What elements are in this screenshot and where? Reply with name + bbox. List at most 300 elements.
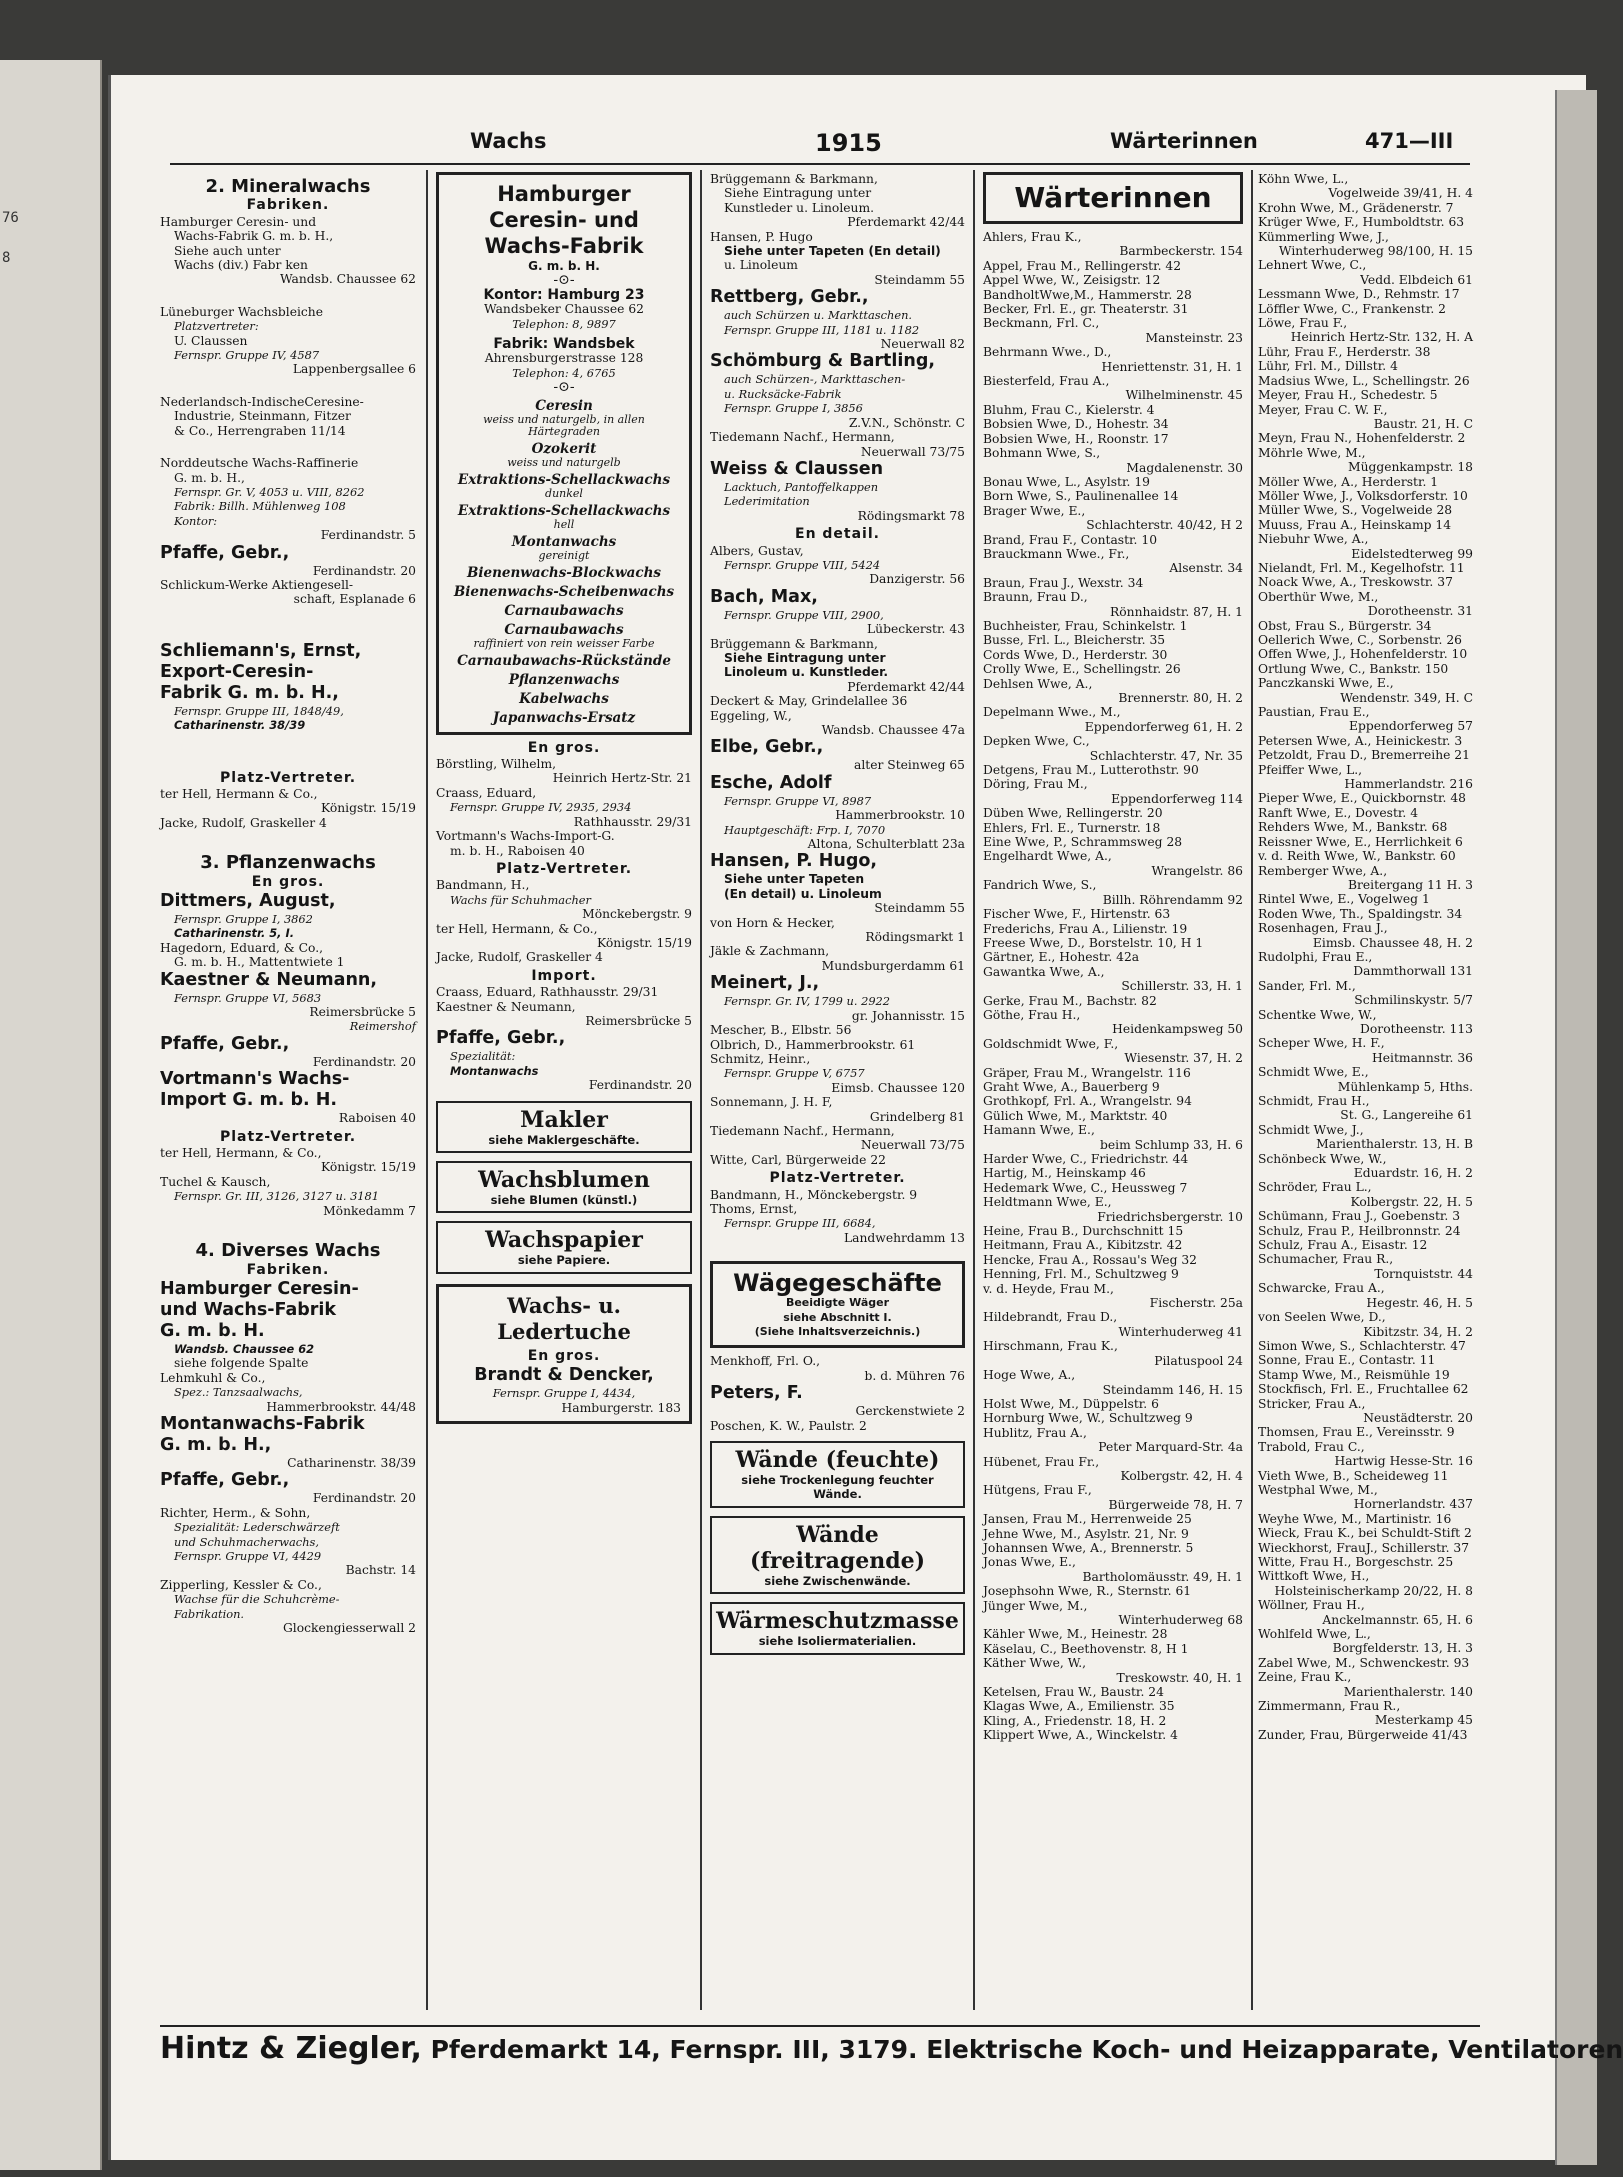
cross-reference-note: siehe Maklergeschäfte. <box>488 1132 640 1147</box>
ad-product-name: Carnaubawachs-Rückstände <box>457 652 671 669</box>
directory-entry: Königstr. 15/19 <box>320 1160 416 1175</box>
directory-entry: Steindamm 55 <box>874 272 965 287</box>
directory-entry: Fernspr. Gr. IV, 1799 u. 2922 <box>724 994 891 1009</box>
spacer <box>160 1218 416 1236</box>
directory-entry: Gerckenstwiete 2 <box>855 1404 965 1419</box>
column-3-entries <box>710 172 965 1245</box>
directory-entry: Schönbeck Wwe, W., <box>1258 1151 1387 1166</box>
cross-references <box>436 1101 692 1274</box>
header-left: Wachs <box>470 129 547 153</box>
directory-entry: Meinert, J., <box>710 973 820 994</box>
directory-entry: Montanwachs-Fabrik <box>160 1413 365 1434</box>
directory-entry: Ketelsen, Frau W., Baustr. 24 <box>983 1685 1164 1700</box>
directory-entry: Lehnert Wwe, C., <box>1258 258 1367 273</box>
directory-entry: Bobsien Wwe, D., Hohestr. 34 <box>983 417 1169 432</box>
ad-product-name: Ceresin <box>535 397 593 414</box>
cross-reference-title: Wände (freitragende) <box>750 1521 925 1574</box>
directory-entry: Catharinenstr. 5, I. <box>174 926 295 941</box>
directory-entry: Weyhe Wwe, M., Martinistr. 16 <box>1258 1511 1452 1526</box>
directory-entry: Brager Wwe, E., <box>983 503 1086 518</box>
directory-entry: Wachs (div.) Fabr ken <box>174 258 308 273</box>
subheading: En detail. <box>795 526 880 543</box>
directory-entry: Appel Wwe, W., Zeisigstr. 12 <box>983 273 1161 288</box>
directory-entry: Kolbergstr. 42, H. 4 <box>1120 1468 1243 1483</box>
directory-entry: siehe folgende Spalte <box>174 1356 309 1371</box>
directory-entry: Montanwachs <box>450 1063 539 1078</box>
ad-product-list <box>447 399 681 726</box>
directory-entry: Peter Marquard-Str. 4a <box>1098 1440 1243 1455</box>
directory-entry: Craass, Eduard, Rathhausstr. 29/31 <box>436 985 659 1000</box>
directory-entry: Spezialität: <box>450 1049 516 1064</box>
directory-entry: Holst Wwe, M., Düppelstr. 6 <box>983 1396 1159 1411</box>
directory-entry: Vieth Wwe, B., Scheideweg 11 <box>1258 1468 1449 1483</box>
directory-entry: Vortmann's Wachs- <box>160 1069 350 1090</box>
directory-entry: Peters, F. <box>710 1383 803 1404</box>
directory-entry: Heinrich Hertz-Str. 132, H. A <box>1290 330 1473 345</box>
directory-entry: Tiedemann Nachf., Hermann, <box>710 1123 895 1138</box>
directory-entry: ter Hell, Hermann & Co., <box>160 786 318 801</box>
ad-product-desc: weiss und naturgelb <box>507 455 621 469</box>
directory-entry: Heidenkampsweg 50 <box>1112 1022 1243 1037</box>
directory-entry: Schentke Wwe, W., <box>1258 1007 1377 1022</box>
directory-entry: Elbe, Gebr., <box>710 737 824 758</box>
directory-entry: Pfeiffer Wwe, L., <box>1258 762 1363 777</box>
column-3b-entries <box>710 1354 965 1433</box>
directory-entry: Eppendorferweg 61, H. 2 <box>1084 719 1243 734</box>
directory-entry: Jünger Wwe, M., <box>983 1598 1088 1613</box>
directory-entry: Fabrikation. <box>174 1606 245 1621</box>
directory-entry: Henriettenstr. 31, H. 1 <box>1101 359 1243 374</box>
directory-entry: Hublitz, Frau A., <box>983 1425 1087 1440</box>
directory-entry: Fernspr. Gr. V, 4053 u. VIII, 8262 <box>174 484 365 499</box>
directory-entry: Hammerbrookstr. 10 <box>835 808 965 823</box>
directory-entry: Schulz, Frau P., Heilbronnstr. 24 <box>1258 1223 1461 1238</box>
directory-entry: Krohn Wwe, M., Grädenerstr. 7 <box>1258 200 1454 215</box>
directory-entry: Reimershof <box>349 1019 416 1034</box>
directory-entry: Mönckebergstr. 9 <box>582 907 692 922</box>
directory-entry: Schmitz, Heinr., <box>710 1051 811 1066</box>
directory-entry: Noack Wwe, A., Treskowstr. 37 <box>1258 575 1453 590</box>
subheading: Fabriken. <box>246 197 330 214</box>
prev-page-fragment: 8 <box>2 250 11 266</box>
directory-entry: Jehne Wwe, M., Asylstr. 21, Nr. 9 <box>983 1526 1189 1541</box>
ad-box-waegegeschaefte <box>710 1261 965 1348</box>
subheading: Platz-Vertreter. <box>219 769 357 786</box>
directory-entry: und Wachs-Fabrik <box>160 1299 337 1320</box>
ad-product-name: Kabelwachs <box>519 690 609 707</box>
column-4 <box>983 172 1243 2010</box>
directory-entry: Catharinenstr. 38/39 <box>287 1455 416 1470</box>
directory-entry: Grindelberg 81 <box>869 1109 965 1124</box>
directory-entry: Brennerstr. 80, H. 2 <box>1118 691 1243 705</box>
ad-product-name: Japanwachs-Ersatz <box>492 709 636 726</box>
directory-entry: Wachs für Schuhmacher <box>450 892 591 907</box>
directory-entry: v. d. Reith Wwe, W., Bankstr. 60 <box>1258 849 1456 864</box>
spacer <box>160 287 416 305</box>
column-3 <box>710 172 965 2010</box>
directory-entry: Braunn, Frau D., <box>983 590 1088 605</box>
cross-references <box>710 1441 965 1655</box>
directory-entry: Freese Wwe, D., Borstelstr. 10, H 1 <box>983 935 1204 950</box>
directory-entry: Cords Wwe, D., Herderstr. 30 <box>983 647 1168 662</box>
directory-entry: Graht Wwe, A., Bauerberg 9 <box>983 1079 1160 1094</box>
cross-reference-box <box>436 1101 692 1153</box>
directory-entry: Kaestner & Neumann, <box>160 969 378 990</box>
directory-entry: Wandsb. Chaussee 62 <box>174 1341 315 1356</box>
footer-text: Pferdemarkt 14, Fernspr. III, 3179. Elektrische Koch- und Heizapparate, Ventilatoren <box>430 2035 1623 2064</box>
directory-entry: Offen Wwe, J., Hohenfelderstr. 10 <box>1258 647 1468 662</box>
directory-entry: Bürgerweide 78, H. 7 <box>1108 1497 1243 1512</box>
directory-entry: Rönnhaidstr. 87, H. 1 <box>1110 604 1243 619</box>
directory-entry: Goldschmidt Wwe, F., <box>983 1036 1119 1051</box>
directory-entry: Brand, Frau F., Contastr. 10 <box>983 532 1158 547</box>
directory-entry: Schümann, Frau J., Goebenstr. 3 <box>1258 1209 1461 1224</box>
directory-entry: Düben Wwe, Rellingerstr. 20 <box>983 806 1163 821</box>
subheading: En gros. <box>527 739 601 756</box>
directory-entry: ter Hell, Hermann, & Co., <box>436 921 598 936</box>
directory-entry: Hegestr. 46, H. 5 <box>1366 1295 1473 1310</box>
directory-entry: Jacke, Rudolf, Graskeller 4 <box>436 950 603 965</box>
directory-entry: Pilatuspool 24 <box>1154 1353 1243 1368</box>
directory-entry: Winterhuderweg 68 <box>1118 1613 1243 1627</box>
directory-entry: Fernspr. Gruppe VIII, 2900, <box>724 607 884 622</box>
directory-entry: Rehders Wwe, M., Bankstr. 68 <box>1258 820 1448 835</box>
directory-entry: Spezialität: Lederschwärzeft <box>174 1520 340 1535</box>
directory-entry: Hauptgeschäft: Frp. I, 7070 <box>724 822 886 837</box>
directory-entry: Dittmers, August, <box>160 891 336 911</box>
directory-entry: Wachs-Fabrik G. m. b. H., <box>174 229 334 244</box>
directory-entry: Schröder, Frau L., <box>1258 1180 1372 1195</box>
directory-entry: Roden Wwe, Th., Spaldingstr. 34 <box>1258 906 1463 921</box>
directory-entry: Frederichs, Frau A., Lilienstr. 19 <box>983 921 1188 936</box>
directory-entry: Schliemann's, Ernst, <box>160 640 362 661</box>
directory-entry: Königstr. 15/19 <box>320 801 416 816</box>
directory-entry: Neuerwall 73/75 <box>860 444 965 459</box>
directory-entry: Pfaffe, Gebr., <box>160 542 290 563</box>
directory-entry: Hildebrandt, Frau D., <box>983 1310 1118 1325</box>
ad-fabrik: Fabrik: Wandsbek <box>493 336 635 353</box>
directory-entry: Steindamm 55 <box>874 901 965 916</box>
directory-entry: Lederimitation <box>724 494 810 509</box>
directory-entry: Linoleum u. Kunstleder. <box>724 665 889 680</box>
directory-entry: Bobsien Wwe, H., Roonstr. 17 <box>983 431 1169 446</box>
directory-entry: Pfaffe, Gebr., <box>436 1028 566 1049</box>
directory-entry: Thomsen, Frau E., Vereinsstr. 9 <box>1258 1425 1455 1440</box>
directory-entry: Wieckhorst, FrauJ., Schillerstr. 37 <box>1258 1540 1470 1555</box>
directory-entry: Eine Wwe, P., Schrammsweg 28 <box>983 835 1183 850</box>
directory-entry: Hansen, P. Hugo, <box>710 851 878 872</box>
ad-product-desc: hell <box>553 517 575 531</box>
directory-entry: Hartwig Hesse-Str. 16 <box>1334 1454 1473 1469</box>
directory-entry: Heinrich Hertz-Str. 21 <box>552 771 692 786</box>
directory-entry: Bartholomäusstr. 49, H. 1 <box>1082 1569 1243 1584</box>
directory-entry: Kaestner & Neumann, <box>436 999 576 1014</box>
page-number: 471—III <box>1365 129 1454 153</box>
column-1 <box>160 172 416 2010</box>
directory-entry: Obst, Frau S., Bürgerstr. 34 <box>1258 618 1432 633</box>
directory-entry: Witte, Carl, Bürgerweide 22 <box>710 1152 887 1167</box>
spacer <box>160 377 416 395</box>
directory-entry: Bandmann, H., <box>436 878 530 893</box>
directory-entry: Krüger Wwe, F., Humboldtstr. 63 <box>1258 215 1465 230</box>
directory-entry: Fernspr. Gruppe V, 6757 <box>724 1066 865 1081</box>
cross-reference-note: siehe Trockenlegung feuchter Wände. <box>741 1473 934 1502</box>
directory-entry: Vedd. Elbdeich 61 <box>1360 272 1473 287</box>
directory-entry: m. b. H., Raboisen 40 <box>450 843 585 858</box>
directory-entry: Hagedorn, Eduard, & Co., <box>160 940 324 955</box>
directory-entry: Friedrichsbergerstr. 10 <box>1097 1209 1243 1224</box>
directory-entry: Neuerwall 82 <box>880 337 965 352</box>
directory-entry: Eppendorferweg 57 <box>1348 719 1473 734</box>
directory-entry: Fischerstr. 25a <box>1149 1296 1243 1311</box>
directory-entry: Fernspr. Gruppe I, 3856 <box>724 401 863 416</box>
directory-entry: Baustr. 21, H. C <box>1373 416 1473 431</box>
directory-entry: Reimersbrücke 5 <box>309 1005 416 1020</box>
ad-product-desc: gereinigt <box>538 548 590 562</box>
directory-entry: Fernspr. Gruppe VIII, 5424 <box>724 557 881 572</box>
directory-entry: Fernspr. Gruppe III, 1848/49, <box>174 703 344 718</box>
directory-entry: Craass, Eduard, <box>436 785 537 800</box>
directory-entry: b. d. Mühren 76 <box>864 1368 965 1383</box>
directory-entry: Kibitzstr. 34, H. 2 <box>1363 1324 1473 1339</box>
directory-entry: Käselau, C., Beethovenstr. 8, H 1 <box>983 1641 1189 1656</box>
directory-entry: Ortlung Wwe, C., Bankstr. 150 <box>1258 661 1449 676</box>
directory-entry: Busse, Frl. L., Bleicherstr. 35 <box>983 633 1166 648</box>
directory-entry: ter Hell, Hermann, & Co., <box>160 1146 322 1161</box>
directory-entry: Thoms, Ernst, <box>710 1201 798 1216</box>
directory-entry: Beckmann, Frl. C., <box>983 316 1100 331</box>
directory-entry: Hornerlandstr. 437 <box>1353 1497 1473 1512</box>
directory-entry: Zipperling, Kessler & Co., <box>160 1577 322 1592</box>
directory-entry: Madsius Wwe, L., Schellingstr. 26 <box>1258 373 1470 388</box>
cross-reference-box <box>436 1221 692 1273</box>
directory-entry: Olbrich, D., Hammerbrookstr. 61 <box>710 1037 916 1052</box>
directory-entry: Reissner Wwe, E., Herrlichkeit 6 <box>1258 834 1463 849</box>
directory-entry: Sander, Frl. M., <box>1258 978 1356 993</box>
prev-page-fragment: 76 <box>2 210 19 226</box>
directory-entry: G. m. b. H., Mattentwiete 1 <box>174 955 345 970</box>
directory-entry: auch Schürzen-, Markttaschen- <box>724 372 906 387</box>
directory-entry: Möller Wwe, A., Herderstr. 1 <box>1258 474 1439 489</box>
cross-reference-note: siehe Zwischenwände. <box>764 1573 911 1588</box>
directory-entry: Johannsen Wwe, A., Brennerstr. 5 <box>983 1540 1194 1555</box>
directory-entry: Schmidt, Frau H., <box>1258 1094 1370 1108</box>
ad-box-hamburger-ceresin <box>436 172 692 735</box>
directory-entry: alter Steinweg 65 <box>854 758 965 773</box>
column-rule <box>426 170 428 2010</box>
directory-entry: Import G. m. b. H. <box>160 1090 338 1111</box>
directory-entry: beim Schlump 33, H. 6 <box>1099 1137 1243 1152</box>
directory-entry: gr. Johannisstr. 15 <box>851 1008 965 1023</box>
directory-entry: Klagas Wwe, A., Emilienstr. 35 <box>983 1699 1175 1714</box>
ad-fabrik-tel: Telephon: 4, 6765 <box>512 365 616 380</box>
directory-entry: Pfaffe, Gebr., <box>160 1033 290 1054</box>
directory-entry: Hirschmann, Frau K., <box>983 1339 1118 1354</box>
directory-entry: Export-Ceresin- <box>160 661 314 682</box>
directory-entry: Gülich Wwe, M., Marktstr. 40 <box>983 1108 1168 1123</box>
spacer <box>160 607 416 641</box>
ad-fabrik-addr: Ahrensburgerstrasse 128 <box>484 351 644 366</box>
directory-entry: Wohlfeld Wwe, L., <box>1258 1627 1371 1642</box>
directory-entry: Trabold, Frau C., <box>1258 1439 1365 1454</box>
directory-entry: Wandsb. Chaussee 47a <box>821 723 965 737</box>
directory-entry: Lühr, Frau F., Herderstr. 38 <box>1258 344 1431 359</box>
directory-entry: Schillerstr. 33, H. 1 <box>1121 979 1243 994</box>
cross-reference-box <box>710 1441 965 1508</box>
directory-entry: Pfaffe, Gebr., <box>160 1470 290 1491</box>
directory-entry: Ferdinandstr. 20 <box>312 1054 416 1069</box>
cross-reference-note: siehe Isoliermaterialien. <box>758 1634 917 1649</box>
directory-entry: Bonau Wwe, L., Asylstr. 19 <box>983 474 1150 489</box>
directory-entry: Siehe unter Tapeten (En detail) <box>724 244 941 259</box>
directory-entry: Mescher, B., Elbstr. 56 <box>710 1023 852 1038</box>
directory-entry: Fernspr. Gruppe VI, 5683 <box>174 990 322 1005</box>
ad-form: G. m. b. H. <box>528 259 600 273</box>
directory-entry: Breitergang 11 H. 3 <box>1347 877 1473 892</box>
directory-entry: Witte, Frau H., Borgeschstr. 25 <box>1258 1555 1454 1569</box>
directory-entry: Petersen Wwe, A., Heinickestr. 3 <box>1258 733 1463 748</box>
ornament-icon: -⊙- <box>553 379 575 396</box>
directory-entry: Harder Wwe, C., Friedrichstr. 44 <box>983 1152 1189 1166</box>
directory-entry: u. Rucksäcke-Fabrik <box>724 386 842 401</box>
directory-entry: Dorotheenstr. 113 <box>1360 1021 1473 1036</box>
directory-entry: Panczkanski Wwe, E., <box>1258 676 1394 691</box>
directory-entry: Nederlandsch-IndischeCeresine- <box>160 394 364 409</box>
directory-entry: Schlickum-Werke Aktiengesell- <box>160 577 354 592</box>
directory-entry: Industrie, Steinmann, Fitzer <box>174 409 351 424</box>
directory-entry: Fernspr. Gruppe VI, 4429 <box>174 1548 322 1563</box>
directory-entry: Tuchel & Kausch, <box>160 1174 271 1189</box>
directory-entry: Anckelmannstr. 65, H. 6 <box>1322 1612 1473 1627</box>
directory-entry: Esche, Adolf <box>710 772 832 793</box>
subheading: Import. <box>531 967 597 984</box>
directory-entry: Bohmann Wwe, S., <box>983 446 1101 461</box>
directory-entry: Gerke, Frau M., Bachstr. 82 <box>983 993 1157 1008</box>
column-rule <box>1251 170 1253 2010</box>
directory-entry: Fernspr. Gr. III, 3126, 3127 u. 3181 <box>174 1189 380 1204</box>
directory-entry: Hütgens, Frau F., <box>983 1483 1092 1498</box>
directory-entry: Hamburger Ceresin- <box>160 1278 359 1299</box>
directory-entry: Hedemark Wwe, C., Heussweg 7 <box>983 1180 1188 1195</box>
directory-entry: Pferdemarkt 42/44 <box>847 215 965 230</box>
ad-product-desc: dunkel <box>545 486 583 500</box>
directory-entry: Bandmann, H., Mönckebergstr. 9 <box>710 1187 918 1202</box>
ad-firm: Brandt & Dencker, <box>474 1365 654 1386</box>
directory-entry: Engelhardt Wwe, A., <box>983 849 1112 864</box>
directory-entry: Hammerbrookstr. 44/48 <box>266 1399 416 1414</box>
directory-entry: Appel, Frau M., Rellingerstr. 42 <box>983 258 1182 273</box>
directory-entry: Pferdemarkt 42/44 <box>847 679 965 694</box>
directory-entry: Königstr. 15/19 <box>596 935 692 950</box>
directory-entry: Heitmannstr. 36 <box>1372 1050 1473 1065</box>
directory-entry: Magdalenenstr. 30 <box>1126 460 1243 475</box>
directory-entry: Schmilinskystr. 5/7 <box>1354 993 1473 1008</box>
ad-box-wachstuche <box>436 1284 692 1424</box>
directory-entry: Fischer Wwe, F., Hirtenstr. 63 <box>983 907 1171 922</box>
directory-entry: Wilhelminenstr. 45 <box>1125 388 1243 403</box>
ad-product-desc: raffiniert von rein weisser Farbe <box>473 636 655 650</box>
cross-reference-box <box>436 1161 692 1213</box>
directory-entry: Winterhuderweg 98/100, H. 15 <box>1278 244 1473 259</box>
directory-entry: Kling, A., Friedenstr. 18, H. 2 <box>983 1713 1167 1728</box>
directory-entry: Hencke, Frau A., Rossau's Weg 32 <box>983 1252 1198 1267</box>
ad-product-name: Extraktions-Schellackwachs <box>457 471 671 488</box>
column-2 <box>436 172 692 2010</box>
directory-entry: Zabel Wwe, M., Schwenckestr. 93 <box>1258 1655 1470 1670</box>
directory-entry: Dorotheenstr. 31 <box>1367 604 1473 619</box>
directory-entry: Meyer, Frau H., Schedestr. 5 <box>1258 388 1438 403</box>
directory-entry: Albers, Gustav, <box>710 543 804 558</box>
directory-entry: Kunstleder u. Linoleum. <box>724 200 875 215</box>
directory-entry: G. m. b. H. <box>160 1320 265 1341</box>
directory-entry: von Seelen Wwe, D., <box>1258 1310 1386 1325</box>
directory-entry: Heitmann, Frau A., Kibitzstr. 42 <box>983 1238 1183 1253</box>
directory-entry: Muuss, Frau A., Heinskamp 14 <box>1258 517 1452 532</box>
directory-entry: Kontor: <box>174 513 218 528</box>
directory-entry: Grothkopf, Frl. A., Wrangelstr. 94 <box>983 1094 1192 1109</box>
directory-entry: Jäkle & Zachmann, <box>710 944 830 959</box>
ad-product-name: Ozokerit <box>531 440 597 457</box>
ad-product-name: Bienenwachs-Scheibenwachs <box>453 583 675 600</box>
directory-entry: Klippert Wwe, A., Winckelstr. 4 <box>983 1728 1178 1743</box>
directory-entry: Hoge Wwe, A., <box>983 1368 1076 1383</box>
directory-entry: Pieper Wwe, E., Quickbornstr. 48 <box>1258 791 1466 806</box>
directory-entry: Bach, Max, <box>710 586 818 607</box>
directory-entry: G. m. b. H., <box>174 470 245 485</box>
directory-entry: Stamp Wwe, M., Reismühle 19 <box>1258 1367 1450 1382</box>
ad-product-name: Carnaubawachs <box>504 602 624 619</box>
directory-entry: Becker, Frl. E., gr. Theaterstr. 31 <box>983 302 1189 317</box>
ad-kontor-addr: Wandsbeker Chaussee 62 <box>484 302 644 317</box>
box-line: siehe Abschnitt I. <box>783 1310 892 1324</box>
directory-entry: Ranft Wwe, E., Dovestr. 4 <box>1258 805 1419 820</box>
directory-entry: Rosenhagen, Frau J., <box>1258 921 1388 936</box>
ad-product-name: Bienenwachs-Blockwachs <box>466 564 662 581</box>
directory-entry: Remberger Wwe, A., <box>1258 863 1388 878</box>
ad-tel: Fernspr. Gruppe I, 4434, <box>492 1386 636 1401</box>
directory-entry: Wandsb. Chaussee 62 <box>279 272 416 287</box>
directory-entry: Kolbergstr. 22, H. 5 <box>1350 1194 1473 1209</box>
directory-entry: Neustädterstr. 20 <box>1363 1410 1473 1425</box>
directory-entry: Schmidt Wwe, E., <box>1258 1065 1369 1080</box>
directory-entry: Stockfisch, Frl. E., Fruchtallee 62 <box>1258 1382 1469 1397</box>
directory-entry: Brauckmann Wwe., Fr., <box>983 546 1130 561</box>
directory-entry: Kümmerling Wwe, J., <box>1258 229 1389 244</box>
directory-entry: Börstling, Wilhelm, <box>436 757 557 772</box>
directory-entry: Fernspr. Gruppe IV, 4587 <box>174 348 320 363</box>
directory-entry: Wöllner, Frau H., <box>1258 1598 1365 1613</box>
directory-entry: Platzvertreter: <box>174 319 259 334</box>
subheading: En gros. <box>251 873 325 890</box>
directory-entry: Scheper Wwe, H. F., <box>1258 1036 1385 1051</box>
directory-entry: Depelmann Wwe., M., <box>983 705 1121 720</box>
directory-entry: Niebuhr Wwe, A., <box>1258 532 1369 547</box>
directory-entry: Eimsb. Chaussee 48, H. 2 <box>1312 935 1473 950</box>
directory-entry: Fernspr. Gruppe III, 1181 u. 1182 <box>724 322 920 337</box>
box-line: (Siehe Inhaltsverzeichnis.) <box>754 1325 921 1338</box>
directory-entry: Reimersbrücke 5 <box>585 1013 692 1028</box>
subheading: Platz-Vertreter. <box>769 1170 906 1187</box>
directory-entry: Rathhausstr. 29/31 <box>573 814 692 829</box>
directory-entry: Braun, Frau J., Wexstr. 34 <box>983 575 1144 590</box>
directory-entry: Steindamm 146, H. 15 <box>1102 1382 1243 1397</box>
directory-entry: Kähler Wwe, M., Heinestr. 28 <box>983 1627 1168 1642</box>
directory-entry: Käther Wwe, W., <box>983 1656 1087 1671</box>
directory-entry: Nielandt, Frl. M., Kegelhofstr. 11 <box>1258 560 1465 575</box>
column-rule <box>973 170 975 2010</box>
directory-entry: Z.V.N., Schönstr. C <box>848 415 965 430</box>
directory-entry: Zimmermann, Frau R., <box>1258 1699 1401 1714</box>
